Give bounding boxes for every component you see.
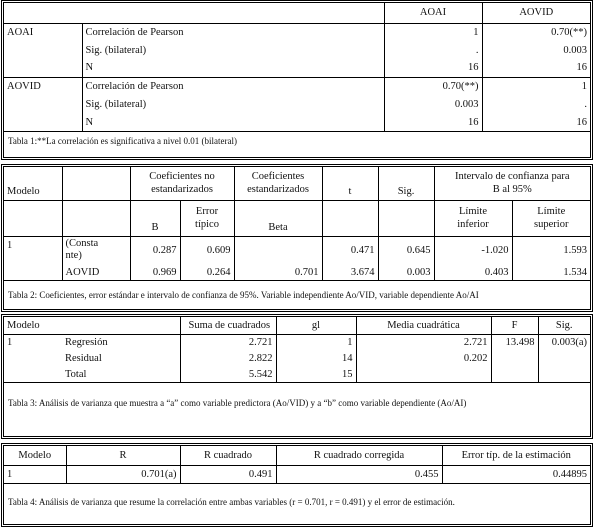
cell-value: 16 xyxy=(384,59,482,77)
header-line: B al 95% xyxy=(492,184,532,195)
cell-value: 0.701(a) xyxy=(66,465,180,483)
header-suma: Suma de cuadrados xyxy=(180,317,276,334)
header-line: Intervalo de confianza para xyxy=(454,171,570,182)
cell-value xyxy=(491,350,538,366)
header-line: Error xyxy=(195,206,219,217)
header-t: t xyxy=(322,167,378,200)
header-modelo: Modelo xyxy=(4,446,66,465)
correlation-table-frame xyxy=(3,2,591,158)
correlation-table xyxy=(4,3,590,131)
cell-value: 0.264 xyxy=(180,264,234,280)
header-line: típico xyxy=(195,219,219,230)
model-number: 1 xyxy=(4,236,62,280)
empty-header-cell xyxy=(4,200,62,236)
header-lim-inf xyxy=(434,200,512,236)
header-aovid: AOVID xyxy=(482,3,590,23)
cell-value: 0.003 xyxy=(563,44,587,56)
row-variable xyxy=(4,41,82,59)
cell-value: 15 xyxy=(276,366,356,382)
cell-value: 16 xyxy=(576,116,587,128)
row-variable: AOAI xyxy=(4,23,82,41)
header-modelo: Modelo xyxy=(4,317,62,334)
header-r-squared: R cuadrado xyxy=(180,446,276,465)
cell-value: 0.609 xyxy=(180,236,234,264)
cell-value: 16 xyxy=(384,113,482,131)
table-caption: Tabla 2: Coeficientes, error estándar e intervalo de confianza de 95%. Variable independiente Ao/VID, variable dependiente Ao/AI xyxy=(4,280,590,304)
header-line: Límite xyxy=(537,206,566,217)
row-variable xyxy=(4,95,82,113)
cell-value: 0.645 xyxy=(378,236,434,264)
header-line: Límite xyxy=(459,206,488,217)
empty-cell xyxy=(4,350,62,366)
anova-table xyxy=(4,317,590,382)
row-variable xyxy=(4,113,82,131)
row-name: Regresión xyxy=(62,334,180,350)
empty-cell xyxy=(4,366,62,382)
cell-value: 5.542 xyxy=(180,366,276,382)
row-variable xyxy=(4,59,82,77)
header-modelo: Modelo xyxy=(4,167,62,200)
cell-value xyxy=(538,366,590,382)
header-sig: Sig. xyxy=(378,167,434,200)
header-aoai: AOAI xyxy=(384,3,482,23)
table-caption: Tabla 3: Análisis de varianza que muestra a “a” como variable predictora (Ao/VID) y a “b” como variable dependiente (Ao/AI) xyxy=(4,382,590,416)
empty-header-cell xyxy=(322,200,378,236)
header-coef-std xyxy=(234,167,322,200)
cell-value: 0.003 xyxy=(378,264,434,280)
cell-value: 0.455 xyxy=(276,465,442,483)
cell-value: 0.70(**) xyxy=(384,77,482,95)
cell-value xyxy=(234,236,322,264)
cell-value: . xyxy=(584,98,587,110)
empty-header-cell xyxy=(62,200,130,236)
anova-table-frame xyxy=(3,316,591,437)
cell-value: 0.70(**) xyxy=(551,26,587,38)
cell-value: 1 xyxy=(384,23,482,41)
cell-value: 3.674 xyxy=(322,264,378,280)
header-r-squared-adjusted: R cuadrado corregida xyxy=(276,446,442,465)
empty-header-cell xyxy=(378,200,434,236)
cell-value: 1 xyxy=(276,334,356,350)
header-lim-sup xyxy=(512,200,590,236)
row-statistic: Sig. (bilateral) xyxy=(82,41,384,59)
cell-value: 0.287 xyxy=(130,236,180,264)
cell-value: 0.202 xyxy=(356,350,491,366)
header-r: R xyxy=(66,446,180,465)
cell-value xyxy=(356,366,491,382)
row-statistic: Correlación de Pearson xyxy=(82,77,384,95)
cell-value: 13.498 xyxy=(491,334,538,350)
cell-value: 1.534 xyxy=(563,266,587,278)
coefficients-table-frame xyxy=(3,166,591,310)
cell-value: 2.822 xyxy=(180,350,276,366)
row-statistic: N xyxy=(82,59,384,77)
header-line: superior xyxy=(534,219,569,230)
cell-value: 0.491 xyxy=(180,465,276,483)
model-number: 1 xyxy=(7,336,13,348)
row-statistic: Correlación de Pearson xyxy=(82,23,384,41)
cell-value: 14 xyxy=(276,350,356,366)
header-line: Coeficientes no xyxy=(149,171,215,182)
cell-value: 0.403 xyxy=(434,264,512,280)
cell-value: 0.471 xyxy=(322,236,378,264)
row-statistic: Sig. (bilateral) xyxy=(82,95,384,113)
empty-header-cell xyxy=(4,3,82,23)
row-name: Residual xyxy=(62,350,180,366)
cell-value: 2.721 xyxy=(180,334,276,350)
header-line: estandarizados xyxy=(151,184,213,195)
header-media: Media cuadrática xyxy=(356,317,491,334)
header-f: F xyxy=(491,317,538,334)
row-name: Total xyxy=(62,366,180,382)
header-coef-no-std xyxy=(130,167,234,200)
cell-value: 0.701 xyxy=(234,264,322,280)
cell-value: 0.003(a) xyxy=(551,336,587,348)
cell-value xyxy=(491,366,538,382)
empty-header-cell xyxy=(82,3,384,23)
cell-value: 1.593 xyxy=(563,244,587,256)
header-error xyxy=(180,200,234,236)
cell-value: -1.020 xyxy=(434,236,512,264)
row-variable: AOVID xyxy=(4,77,82,95)
table-caption: Tabla 1:**La correlación es significativa a nivel 0.01 (bilateral) xyxy=(4,131,590,150)
header-line: Coeficientes xyxy=(251,171,305,182)
model-summary-table-frame xyxy=(3,445,591,525)
header-interval xyxy=(434,167,590,200)
table-caption: Tabla 4: Análisis de varianza que resume la correlación entre ambas variables (r = 0.701, r = 0.491) y el error de estimación. xyxy=(4,483,590,519)
empty-header-cell xyxy=(62,167,130,200)
cell-value: 2.721 xyxy=(356,334,491,350)
cell-value: 0.003 xyxy=(384,95,482,113)
cell-value xyxy=(538,350,590,366)
header-beta: Beta xyxy=(234,200,322,236)
cell-value: . xyxy=(384,41,482,59)
header-line: estandarizados xyxy=(247,184,309,195)
cell-value: 1 xyxy=(482,77,590,95)
coefficients-table xyxy=(4,167,590,280)
header-b: B xyxy=(130,200,180,236)
model-summary-table xyxy=(4,446,590,483)
row-statistic: N xyxy=(82,113,384,131)
header-std-error: Error típ. de la estimación xyxy=(442,446,590,465)
cell-value: 0.969 xyxy=(130,264,180,280)
header-sig: Sig. xyxy=(538,317,590,334)
header-line: inferior xyxy=(457,219,489,230)
cell-value: 16 xyxy=(576,62,587,74)
model-number: 1 xyxy=(4,465,66,483)
row-name: AOVID xyxy=(62,264,130,280)
empty-header-cell xyxy=(62,317,180,334)
header-gl: gl xyxy=(276,317,356,334)
row-name: (Consta nte) xyxy=(62,236,130,264)
cell-value: 0.44895 xyxy=(552,468,587,480)
